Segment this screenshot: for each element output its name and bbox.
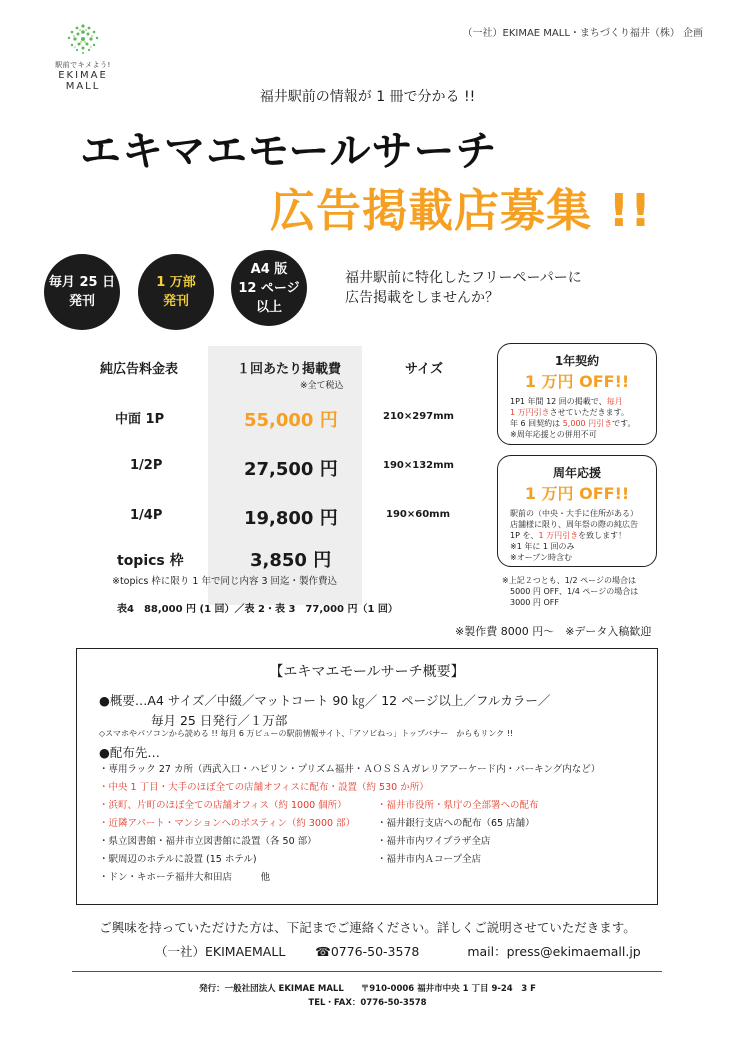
row-price-full: 55,000 円 [244, 410, 338, 431]
dist-item: ・駅周辺のホテルに設置 (15 ホテル) [99, 854, 257, 865]
row-name-full: 中面 1P [115, 412, 165, 427]
planner-credit: （一社）EKIMAE MALL・まちづくり福井（株） 企画 [462, 28, 703, 39]
row-name-topics: topics 枠 [117, 553, 184, 569]
row-size-quarter: 190×60mm [386, 509, 451, 520]
intro-line2: 広告掲載をしませんか？ [345, 290, 499, 306]
dist-item: ・浜町、片町のほぼ全ての店舗オフィス（約 1000 個所） [99, 800, 347, 811]
footer [0, 982, 735, 1010]
main-title: エキマエモールサーチ [80, 127, 498, 175]
anniversary-line3b: を致します！ [578, 531, 627, 540]
badge-monthly [44, 254, 120, 330]
annual-line2: させていただきます。 [549, 408, 629, 417]
annual-line3b: です。 [612, 419, 636, 428]
badge-size-line1: A4 版 [250, 261, 288, 277]
dist-item: ・中央 1 丁目・大手のほぼ全ての店舗オフィスに配布・設置（約 530 か所） [99, 782, 429, 793]
intro-text [345, 268, 582, 308]
lead-text: 福井駅前の情報が 1 冊で分かる !! [259, 89, 476, 105]
anniversary-discount-box [497, 455, 657, 567]
row-price-topics: 3,850 円 [250, 550, 332, 571]
summary-box [76, 648, 658, 905]
cover-price-note: 表4 88,000 円 (1 回）／表 2・表 3 77,000 円（1 回） [117, 604, 398, 615]
intro-line1: 福井駅前に特化したフリーペーパーに [345, 270, 582, 286]
logo [52, 22, 114, 92]
annual-line2-red: 1 万円引き [510, 408, 550, 417]
logo-word-mall: MALL [65, 81, 101, 92]
contact-details [155, 942, 641, 960]
discount-note-line2: 5000 円 OFF、1/4 ページの場合は [510, 587, 639, 596]
annual-line4: ※周年応援との併用不可 [510, 430, 597, 439]
contact-mail[interactable]: mail：press@ekimaemall.jp [467, 944, 641, 959]
contact-invitation: ご興味を持っていただけた方は、下記までご連絡ください。詳しくご説明させていただきます。 [99, 920, 636, 935]
dist-item: ・ドン・キホーテ福井大和田店 他 [99, 872, 271, 883]
badge-copies-line2: 発刊 [162, 294, 189, 309]
row-name-half: 1/2P [130, 458, 163, 473]
anniversary-line1: 駅前の（中央・大手に住所がある） [510, 509, 638, 518]
header-price: １回あたり掲載費 [237, 362, 342, 377]
overview-line1: ●概要…A4 サイズ／中綴／マットコート 90 ㎏／ 12 ページ以上／フルカラー／ [99, 693, 551, 708]
footer-line2: TEL・FAX：0776-50-3578 [308, 998, 427, 1008]
anniversary-line3-red: 1 万円引き [538, 531, 579, 540]
dist-item-right: ・福井銀行支店への配布（65 店舗） [377, 818, 535, 829]
recruit-title: 広告掲載店募集 !! [270, 184, 652, 237]
discount-note [502, 575, 638, 608]
badge-monthly-line1: 毎月 25 日 [48, 275, 116, 290]
contact-org: （一社）EKIMAEMALL [155, 944, 286, 959]
anniversary-line4: ※1 年に 1 回のみ [510, 542, 575, 551]
overview-line2: 毎月 25 日発行／１万部 [151, 713, 288, 728]
row-name-quarter: 1/4P [130, 508, 163, 523]
anniversary-off: 1 万円 OFF!! [524, 484, 630, 503]
logo-tagline: 駅前でキメよう! [55, 61, 111, 69]
production-note: ※製作費 8000 円〜 ※データ入稿歓迎 [455, 625, 652, 638]
annual-line1-red: 毎月 [606, 397, 623, 406]
annual-line3-red: 5,000 円引き [562, 419, 613, 428]
contact-phone[interactable]: ☎0776-50-3578 [315, 944, 420, 959]
badge-monthly-line2: 発刊 [68, 294, 95, 309]
tax-note: ※全て税込 [300, 381, 344, 391]
row-size-full: 210×297mm [383, 411, 454, 422]
badge-size-line3: 以上 [255, 299, 282, 315]
dist-item-right: ・福井市役所・県庁の全部署への配布 [377, 800, 539, 811]
header-size: サイズ [405, 362, 443, 377]
annual-line3a: 年 6 回契約は [510, 419, 563, 428]
anniversary-line2: 店舗様に限り、周年祭の際の純広告 [510, 520, 638, 529]
logo-mark-icon [63, 22, 103, 56]
badge-size-line2: 12 ページ [238, 280, 300, 296]
dist-item: ・専用ラック 27 カ所（西武入口・ハピリン・プリズム福井・ＡＯＳＳＡガレリアアーケード内・パーキング内など） [99, 764, 601, 775]
overview-note: ◇スマホやパソコンから読める !! 毎月 6 万ビューの駅前情報サイト、「アソビねっ」トップバナー からもリンク !! [99, 729, 514, 738]
dist-item-right: ・福井市内ワイプラザ全店 [377, 836, 491, 847]
row-price-quarter: 19,800 円 [244, 508, 338, 529]
footer-line1: 発行：一般社団法人 EKIMAE MALL 〒910-0006 福井市中央 1 丁目 9-24 3 F [199, 984, 536, 994]
anniversary-line3a: 1P を、 [510, 531, 539, 540]
annual-title: 1年契約 [554, 354, 600, 368]
anniversary-line5: ※オープン時含む [510, 553, 572, 562]
discount-note-line1: ※上記２つとも、1/2 ページの場合は [502, 576, 636, 585]
footer-divider [72, 971, 662, 972]
topics-note: ※topics 枠に限り 1 年で同じ内容 3 回迄・製作費込 [112, 576, 338, 587]
anniversary-title: 周年応援 [552, 466, 601, 480]
distribution-heading: ●配布先… [99, 745, 160, 760]
row-price-half: 27,500 円 [244, 459, 338, 480]
dist-item-right: ・福井市内Ａコープ全店 [377, 854, 482, 865]
summary-title: 【エキマエモールサーチ概要】 [269, 664, 465, 680]
annual-line1: 1P1 年間 12 回の掲載で、 [510, 397, 607, 406]
annual-discount-box [497, 343, 657, 445]
badge-copies [138, 254, 214, 330]
discount-note-line3: 3000 円 OFF [510, 598, 559, 607]
badge-size [231, 250, 307, 326]
badge-copies-line1: 1 万部 [156, 275, 196, 290]
dist-item: ・県立図書館・福井市立図書館に設置（各 50 部） [99, 836, 317, 847]
logo-word-ekimae: EKIMAE [58, 70, 108, 81]
anniversary-body [498, 508, 656, 563]
annual-off: 1 万円 OFF!! [524, 372, 630, 391]
row-size-half: 190×132mm [383, 460, 454, 471]
annual-body [498, 396, 656, 440]
dist-item: ・近隣アパート・マンションへのポスティン（約 3000 部） [99, 818, 356, 829]
header-ad-type: 純広告料金表 [100, 362, 179, 377]
